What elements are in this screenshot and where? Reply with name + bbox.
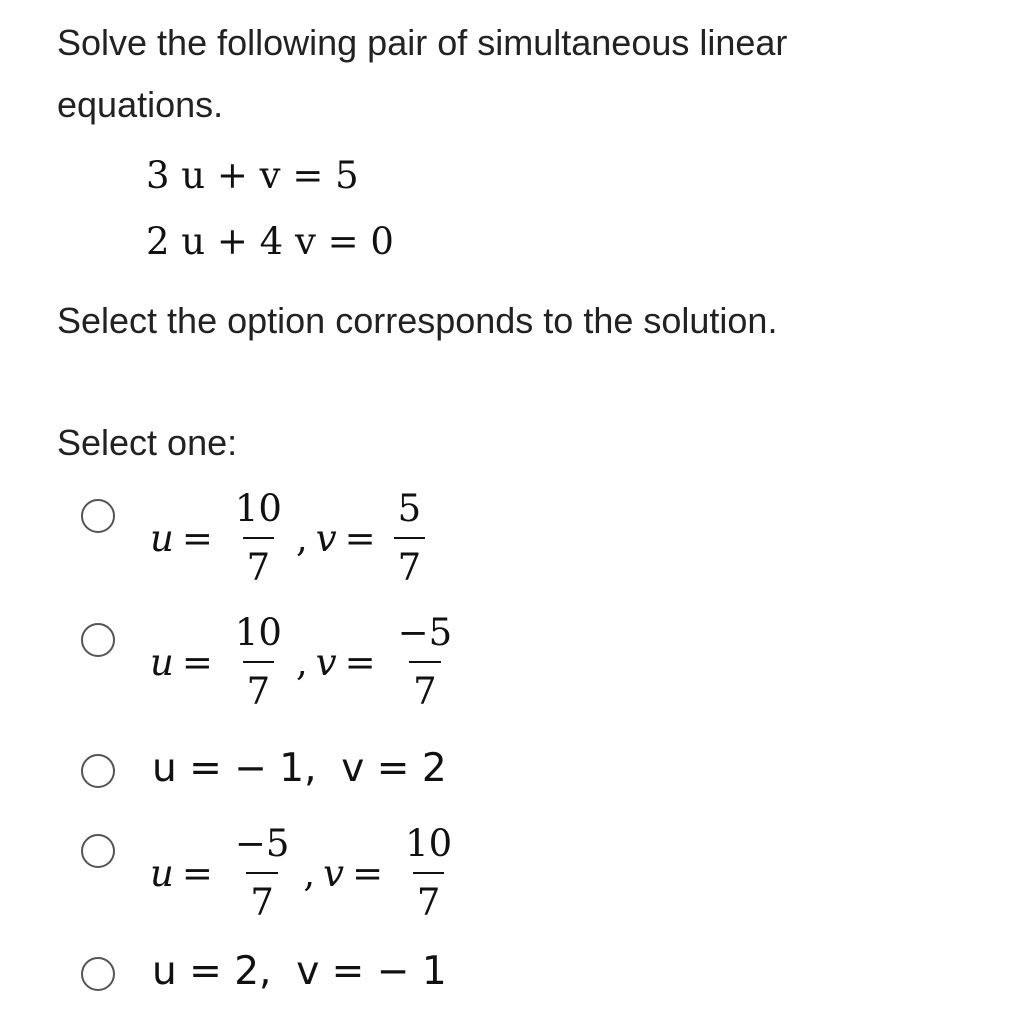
v-symbol: v [315, 640, 337, 684]
option-5-radio[interactable] [81, 957, 115, 991]
u-symbol: u [150, 640, 174, 684]
u-symbol: u [150, 516, 174, 560]
option-4-radio[interactable] [81, 834, 115, 868]
v-symbol: v [323, 851, 345, 895]
select-one-label: Select one: [57, 422, 238, 463]
comma: , [303, 851, 316, 895]
equation-1: 3 u + v = 5 [146, 154, 359, 197]
equals-sign: = [181, 851, 213, 895]
v-fraction [394, 487, 426, 589]
v-denominator: 7 [409, 661, 441, 710]
equals-sign: = [344, 640, 376, 684]
comma: , [295, 516, 308, 560]
option-3-radio[interactable] [81, 754, 115, 788]
option-5-label: u = 2, v = − 1 [152, 949, 447, 994]
equation-2: 2 u + 4 v = 0 [146, 220, 394, 263]
u-fraction [231, 822, 294, 924]
u-fraction [231, 611, 286, 713]
equals-sign: = [344, 516, 376, 560]
comma: , [295, 640, 308, 684]
u-denominator: 7 [243, 537, 275, 586]
v-denominator: 7 [394, 537, 426, 586]
option-3-label: u = − 1, v = 2 [152, 746, 447, 791]
question-text: Solve the following pair of simultaneous linear equations. [57, 22, 788, 125]
u-numerator: 10 [234, 487, 282, 530]
equals-sign: = [181, 516, 213, 560]
v-numerator: −5 [397, 611, 453, 654]
v-fraction [394, 611, 457, 713]
option-1-radio[interactable] [81, 499, 115, 533]
v-fraction [401, 822, 456, 924]
equals-sign: = [181, 640, 213, 684]
u-symbol: u [150, 851, 174, 895]
u-fraction [231, 487, 286, 589]
v-numerator: 5 [397, 487, 422, 530]
equals-sign: = [352, 851, 384, 895]
option-4-label [150, 822, 466, 924]
instruction-text: Select the option corresponds to the solution. [57, 300, 778, 341]
v-numerator: 10 [405, 822, 453, 865]
u-numerator: −5 [234, 822, 290, 865]
option-2-label [150, 611, 466, 713]
option-2-radio[interactable] [81, 623, 115, 657]
u-numerator: 10 [234, 611, 282, 654]
option-1-label [150, 487, 435, 589]
v-symbol: v [315, 516, 337, 560]
u-denominator: 7 [243, 661, 275, 710]
u-denominator: 7 [246, 872, 278, 921]
v-denominator: 7 [413, 872, 445, 921]
